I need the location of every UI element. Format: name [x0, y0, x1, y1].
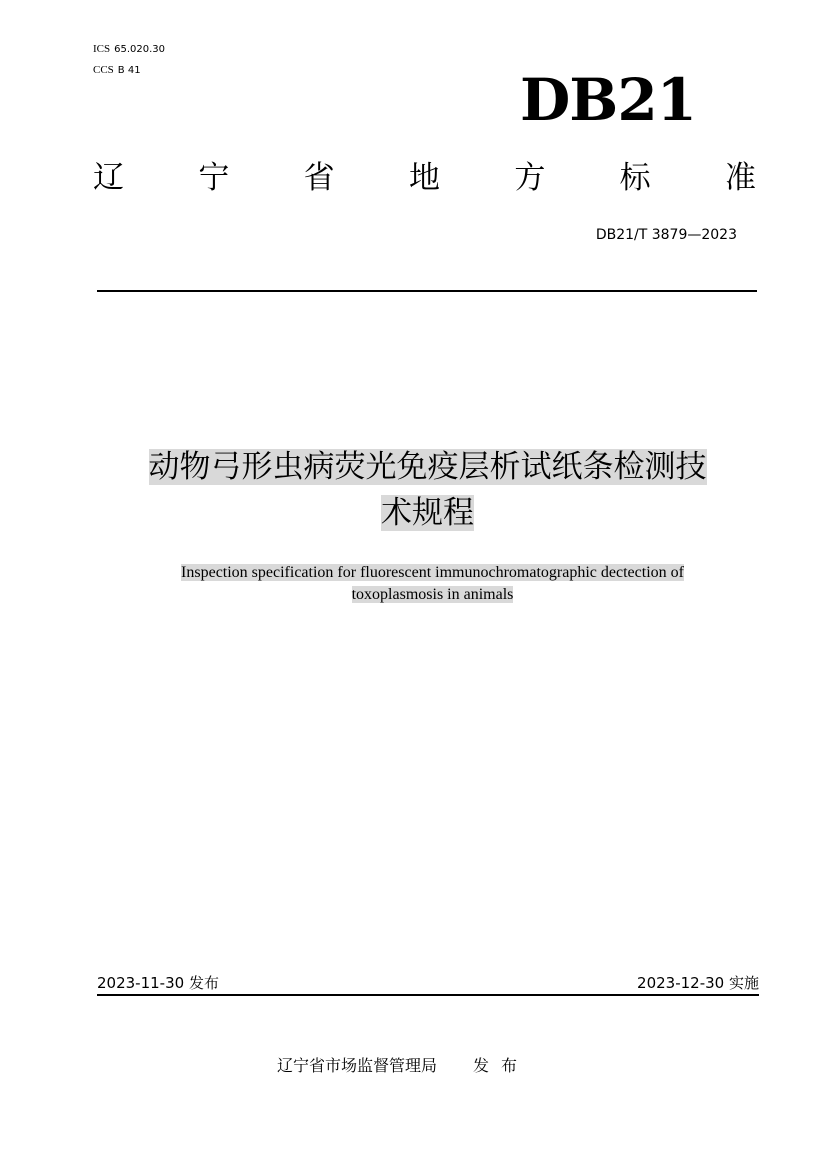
english-title-line-2: toxoplasmosis in animals [351, 586, 514, 603]
chinese-title-line-1: 动物弓形虫病荧光免疫层析试纸条检测技 [148, 449, 707, 485]
issuer-name: 辽宁省市场监督管理局 [277, 1056, 438, 1075]
standard-type-char: 地 [408, 160, 440, 196]
issue-date: 2023-11-30 发布 [97, 974, 219, 992]
ics-classification [93, 42, 165, 57]
chinese-title-line-2: 术规程 [381, 495, 474, 531]
chinese-title [90, 444, 765, 536]
standard-number: DB21/T 3879—2023 [595, 227, 737, 243]
standard-type-char: 宁 [198, 160, 230, 196]
standard-type-title [93, 158, 756, 198]
ccs-label: CCS [93, 64, 114, 76]
standard-type-char: 标 [619, 160, 651, 196]
bottom-divider [97, 994, 759, 996]
top-divider [97, 290, 757, 292]
implementation-date: 2023-12-30 实施 [637, 974, 759, 992]
ccs-classification [93, 63, 141, 78]
english-title [95, 562, 770, 606]
standard-type-char: 辽 [93, 160, 124, 196]
ics-label: ICS [93, 43, 111, 55]
db21-logo: DB21 [520, 66, 697, 134]
standard-type-char: 准 [724, 160, 756, 196]
standard-type-char: 省 [303, 160, 335, 196]
english-title-line-1: Inspection specification for fluorescent immunochromatographic dectection of [181, 564, 684, 581]
issuer-action: 发布 [473, 1056, 530, 1075]
ccs-code: B 41 [117, 65, 141, 76]
issuer-line [277, 1055, 529, 1077]
ics-code: 65.020.30 [114, 44, 166, 55]
standard-type-char: 方 [514, 160, 546, 196]
